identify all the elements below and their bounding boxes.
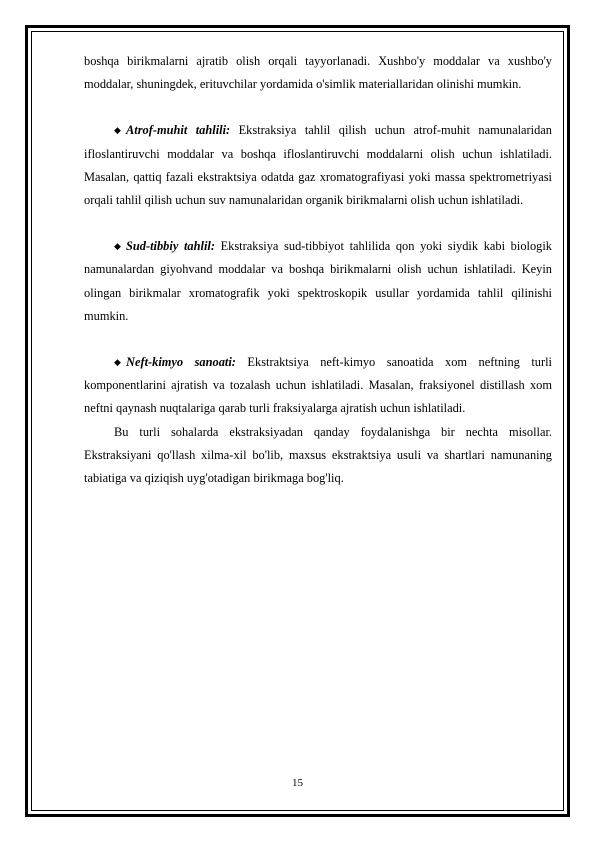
intro-paragraph: boshqa birikmalarni ajratib olish orqali tayyorlanadi. Xushbo'y moddalar va xushbo'y moddalar, shuningdek, erituvchilar yordamida o'simlik materiallaridan olinishi mumkin. (84, 54, 552, 92)
bullet-item-environment (84, 119, 552, 212)
bullet-text: Ekstraksiya tahlil qilish uchun atrof-muhit namunalaridan ifloslantiruvchi moddalar va boshqa ifloslantiruvchi moddalarni olish uchun ishlatiladi. Masalan, qattiq fazali ekstraktsiya odatda gaz xromatografiyasi yoki massa spektrometriyasi orqali tahlil qilish uchun suv namunalaridan organik birikmalarni olish uchun ishlatiladi. (84, 123, 552, 208)
diamond-bullet-icon: ◆ (114, 125, 121, 136)
diamond-bullet-icon: ◆ (114, 357, 121, 368)
bullet-term: Atrof-muhit tahlili: (126, 123, 231, 138)
conclusion-paragraph: Bu turli sohalarda ekstraksiyadan qanday foydalanishga bir nechta misollar. Ekstraksiyani qo'llash xilma-xil bo'lib, maxsus ekstraktsiya usuli va shartlari namunaning tabiatiga va qiziqish uyg'otadigan birikmaga bog'liq. (84, 424, 552, 486)
page-number: 15 (292, 777, 303, 789)
bullet-item-forensic (84, 235, 552, 328)
diamond-bullet-icon: ◆ (114, 241, 121, 252)
bullet-text: Ekstraksiya sud-tibbiyot tahlilida qon yoki siydik kabi biologik namunalardan giyohvand moddalar va boshqa birikmalarni olish uchun ishlatiladi. Keyin olingan birikmalar xromatografik yoki spektroskopik usullar yordamida tahlil qilinishi mumkin. (84, 239, 552, 323)
page-body (84, 50, 552, 490)
bullet-item-petrochemical (84, 351, 552, 421)
bullet-term: Sud-tibbiy tahlil: (126, 239, 215, 254)
bullet-text: Ekstraktsiya neft-kimyo sanoatida xom neftning turli komponentlarini ajratish va tozalash uchun ishlatiladi. Masalan, fraksiyonel distillash xom neftni qaynash nuqtalariga qarab turli fraksiyalarga ajratish uchun ishlatiladi. (84, 355, 553, 416)
bullet-term: Neft-kimyo sanoati: (126, 355, 236, 370)
